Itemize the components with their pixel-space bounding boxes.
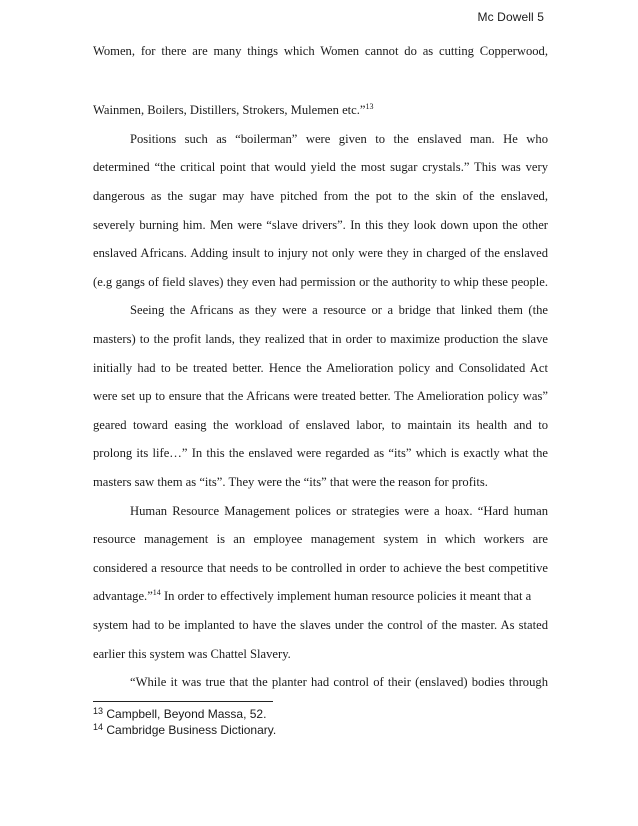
body-line: system had to be implanted to have the slaves under the control of the master. As stated (93, 618, 548, 632)
body-line: Women, for there are many things which Women cannot do as cutting Copperwood, (93, 44, 548, 58)
body-line: were set up to ensure that the Africans were treated better. The Amelioration policy was” (93, 389, 548, 403)
body-line: Positions such as “boilerman” were given to the enslaved man. He who (130, 132, 548, 146)
footnote-ref: 14 (152, 588, 161, 597)
body-line: (e.g gangs of field slaves) they even had permission or the authority to whip these people. (93, 275, 548, 289)
body-line: masters) to the profit lands, they realized that in order to maximize production the slave (93, 332, 548, 346)
body-line: dangerous as the sugar may have pitched from the pot to the skin of the enslaved, (93, 189, 548, 203)
footnote-ref: 13 (365, 102, 374, 111)
body-line: masters saw them as “its”. They were the “its” that were the reason for profits. (93, 475, 488, 489)
body-line: initially had to be treated better. Hence the Amelioration policy and Consolidated Act (93, 361, 548, 375)
footnote: $^{13}$ Campbell, Beyond Massa, 52. (93, 706, 267, 721)
body-line: earlier this system was Chattel Slavery. (93, 647, 291, 661)
body-line: prolong its life…” In this the enslaved were regarded as “its” which is exactly what the (93, 446, 548, 460)
body-line: determined “the critical point that would yield the most sugar crystals.” This was very (93, 160, 548, 174)
body-line: severely burning him. Men were “slave drivers”. In this they look down upon the other (93, 218, 548, 232)
body-line: Human Resource Management polices or strategies were a hoax. “Hard human (130, 504, 548, 518)
body-line: Wainmen, Boilers, Distillers, Strokers, Mulemen etc.”$^{13}$ (93, 102, 374, 117)
body-line: considered a resource that needs to be controlled in order to achieve the best competitive (93, 561, 548, 575)
footnote: $^{14}$ Cambridge Business Dictionary. (93, 722, 277, 737)
body-line: Seeing the Africans as they were a resource or a bridge that linked them (the (130, 303, 548, 317)
body-line: geared toward easing the workload of enslaved labor, to maintain its health and to (93, 418, 548, 432)
body-line: “While it was true that the planter had control of their (enslaved) bodies through (130, 675, 548, 689)
body-line: resource management is an employee management system in which workers are (93, 532, 548, 546)
body-line: enslaved Africans. Adding insult to injury not only were they in charged of the enslaved (93, 246, 548, 260)
footnote-divider (93, 701, 273, 702)
body-line: advantage.”$^{14}$ In order to effectively implement human resource policies it meant that a (93, 588, 532, 603)
page-header: Mc Dowell 5 (477, 10, 544, 24)
